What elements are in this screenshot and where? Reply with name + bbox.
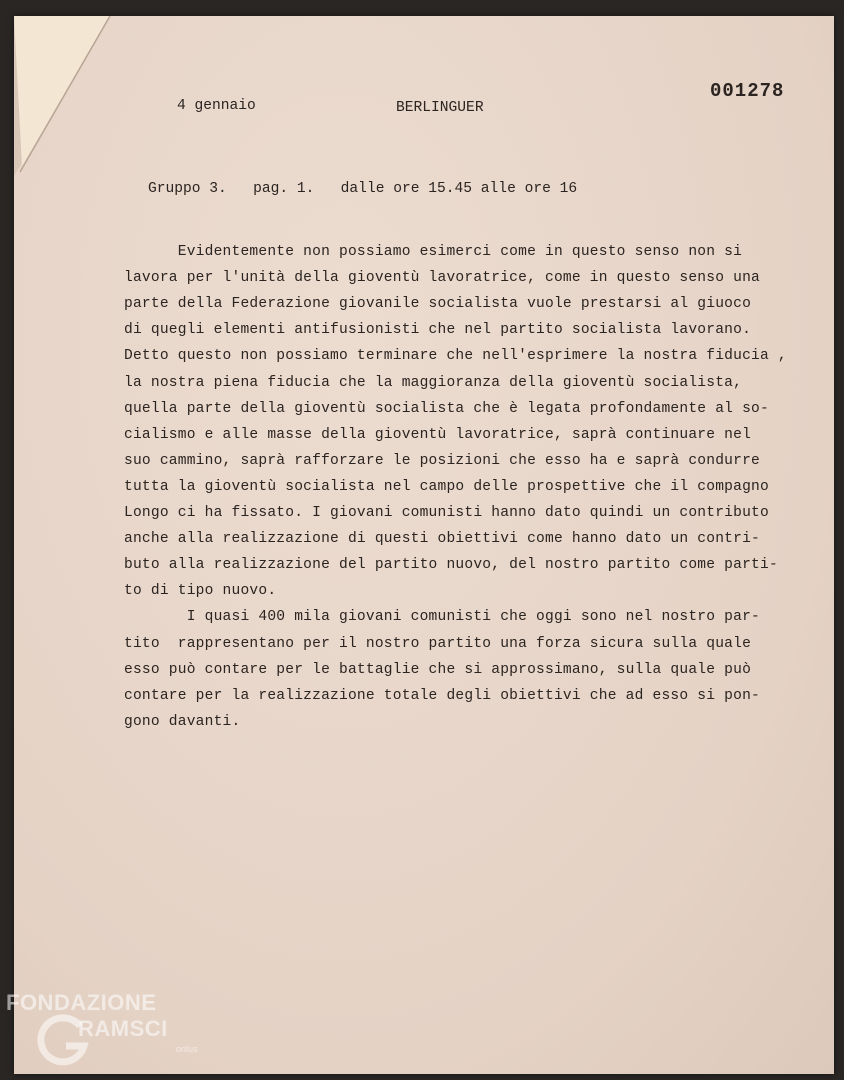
body-line: tutta la gioventù socialista nel campo delle prospettive che il compagno [124,478,769,495]
body-line: lavora per l'unità della gioventù lavoratrice, come in questo senso una [124,270,760,287]
body-line: suo cammino, saprà rafforzare le posizioni che esso ha e saprà condurre [124,452,760,469]
folded-corner [14,16,124,196]
body-line: Evidentemente non possiamo esimerci come in questo senso non si [124,244,743,260]
body-line: I quasi 400 mila giovani comunisti che oggi sono nel nostro par- [124,609,760,626]
body-line: contare per la realizzazione totale degli obiettivi che ad esso si pon- [124,687,760,704]
body-line: la nostra piena fiducia che la maggioranza della gioventù socialista, [124,374,743,391]
body-line: quella parte della gioventù socialista che è legata profondamente al so- [124,400,769,417]
watermark-line1: FONDAZIONE [6,990,157,1015]
group-page-time-line: Gruppo 3. pag. 1. dalle ore 15.45 alle ore 16 [148,181,578,197]
body-line: esso può contare per le battaglie che si approssimano, sulla quale può [124,661,752,678]
body-line: gono davanti. [124,713,241,730]
watermark [6,990,216,1070]
speaker-name: BERLINGUER [396,100,484,116]
watermark-sub: onlus [176,1044,198,1054]
body-line: di quegli elementi antifusionisti che nel partito socialista lavorano. [124,322,752,339]
body-line: to di tipo nuovo. [124,583,277,600]
document-number: 001278 [710,80,785,102]
body-line: parte della Federazione giovanile socialista vuole prestarsi al giuoco [124,296,752,313]
body-line: tito rappresentano per il nostro partito una forza sicura sulla quale [124,635,752,652]
watermark-line2: RAMSCI [78,1016,168,1041]
date: 4 gennaio [177,98,256,114]
body-line: anche alla realizzazione di questi obiettivi come hanno dato un contri- [124,531,760,548]
body-line: cialismo e alle masse della gioventù lavoratrice, saprà continuare nel [124,426,752,443]
body-line: Detto questo non possiamo terminare che nell'esprimere la nostra fiducia , [124,348,787,365]
body-line: Longo ci ha fissato. I giovani comunisti hanno dato quindi un contributo [124,505,769,521]
body-line: buto alla realizzazione del partito nuovo, del nostro partito come parti- [124,557,778,574]
typewritten-page [14,16,834,1074]
